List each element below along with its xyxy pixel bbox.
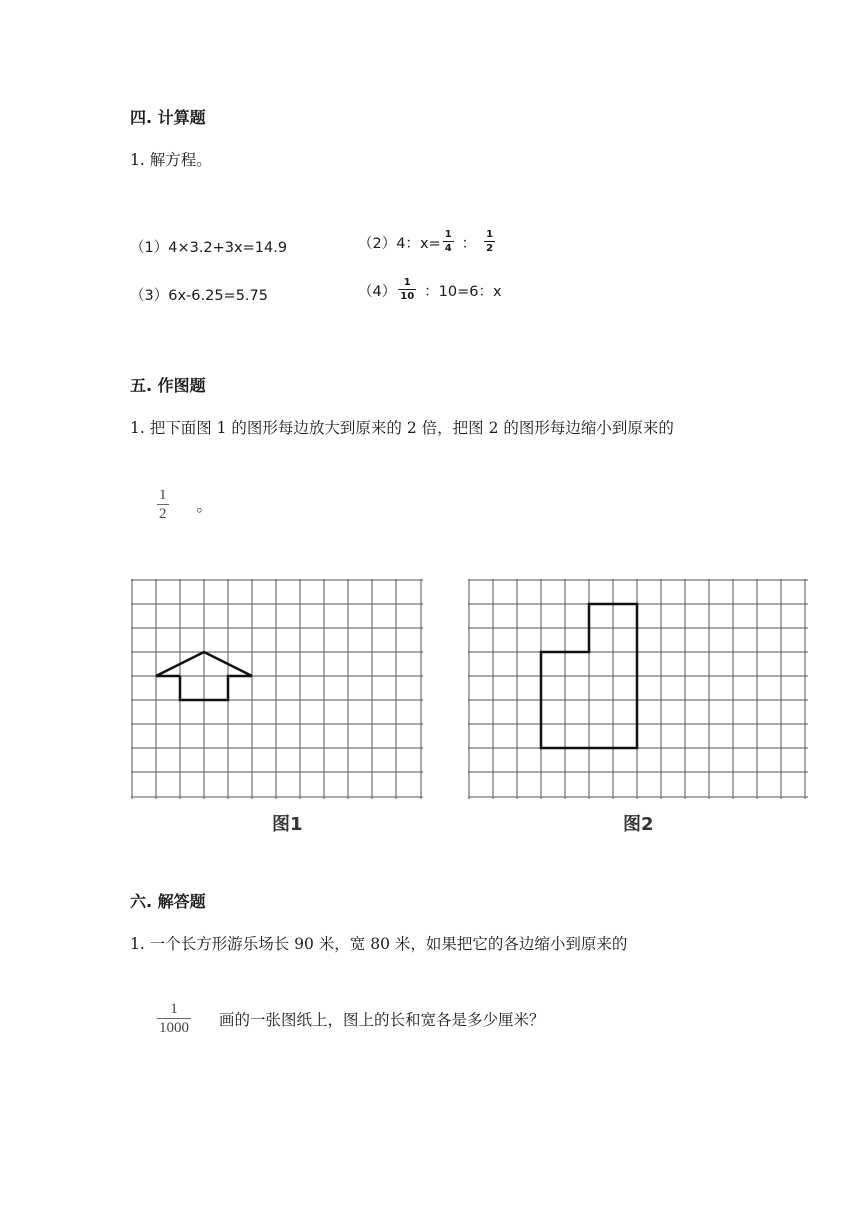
figure2-grid <box>468 579 808 799</box>
section6-question1-continued <box>155 1002 545 1036</box>
section6-heading: 六. 解答题 <box>130 892 206 911</box>
section5-heading: 五. 作图题 <box>130 376 206 395</box>
section6-question1: 1. 一个长方形游乐场长 90 米，宽 80 米，如果把它的各边缩小到原来的 <box>130 935 628 953</box>
section6-fraction: $\frac{1}{1000}$ <box>159 1001 189 1036</box>
section4-question1: 1. 解方程。 <box>130 151 212 169</box>
figure2 <box>468 579 808 803</box>
section5-question1: 1. 把下面图 1 的图形每边放大到原来的 2 倍，把图 2 的图形每边缩小到原来的 <box>130 419 674 437</box>
equation-1: （1）4×3.2+3x=14.9 <box>130 240 288 256</box>
section4-heading: 四. 计算题 <box>130 108 206 127</box>
section6-question1-line2: 画的一张图纸上，图上的长和宽各是多少厘米？ <box>219 1011 545 1029</box>
section5-period: 。 <box>196 497 213 515</box>
equation-2-prefix: （2）4：x= <box>358 235 441 252</box>
figure1-grid <box>131 579 423 799</box>
figure1-caption: 图1 <box>272 814 303 835</box>
equation-4 <box>358 278 502 302</box>
section5-fraction: $\frac{1}{2}$ <box>159 487 167 522</box>
equation-2-fraction-1: $\frac{1}{4}$ <box>444 229 452 254</box>
equation-4-prefix: （4） <box>358 283 397 300</box>
equation-2-fraction-2: $\frac{1}{2}$ <box>486 229 494 254</box>
section5-question1-continued <box>155 488 212 522</box>
figure2-caption: 图2 <box>623 814 654 835</box>
figure1 <box>131 579 423 803</box>
equation-4-suffix: ：10=6：x <box>424 283 502 300</box>
equation-2 <box>358 230 497 254</box>
equation-3: （3）6x-6.25=5.75 <box>130 288 268 304</box>
equation-2-separator: ： <box>461 235 477 252</box>
equation-4-fraction: $\frac{1}{10}$ <box>400 277 415 302</box>
